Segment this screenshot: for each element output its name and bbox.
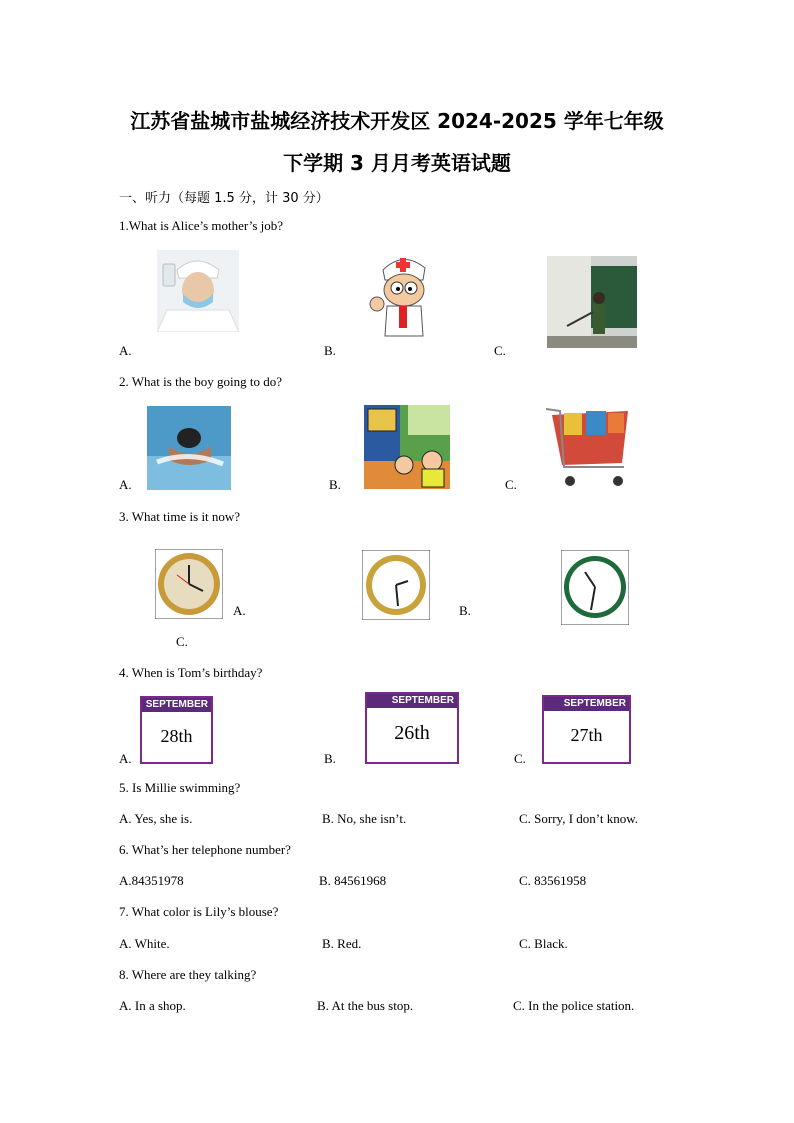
section-heading: 一、听力（每题 1.5 分，计 30 分） <box>119 191 329 206</box>
q5-option-b: B. No, she isn’t. <box>322 811 407 826</box>
calendar-28th <box>140 696 213 764</box>
q8-option-b: B. At the bus stop. <box>317 998 414 1013</box>
calendar-26th <box>365 692 459 764</box>
teacher-photo-icon <box>547 256 637 348</box>
q3-option-b: B. <box>459 603 471 618</box>
q5-option-c: C. Sorry, I don’t know. <box>519 811 639 826</box>
q4-option-a: A. <box>119 751 132 766</box>
question-5: 5. Is Millie swimming? <box>119 780 241 795</box>
calendar-day: 26th <box>394 722 430 744</box>
question-2: 2. What is the boy going to do? <box>119 374 282 389</box>
calendar-month: SEPTEMBER <box>142 698 211 712</box>
gold-ring-clock-icon <box>362 550 430 620</box>
q1-option-c: C. <box>494 343 506 358</box>
page-title: 江苏省盐城市盐城经济技术开发区 2024-2025 学年七年级 <box>130 109 664 133</box>
q2-option-a: A. <box>119 477 132 492</box>
q8-option-a: A. In a shop. <box>119 998 186 1013</box>
shopping-cart-photo-icon <box>542 405 638 491</box>
calendar-month: SEPTEMBER <box>544 697 629 711</box>
q2-option-b: B. <box>329 477 341 492</box>
q8-option-c: C. In the police station. <box>513 998 635 1013</box>
q5-option-a: A. Yes, she is. <box>119 811 193 826</box>
tv-cartoon-icon <box>364 405 450 489</box>
q6-option-a: A.84351978 <box>119 873 184 888</box>
gold-clock-icon <box>155 549 223 619</box>
question-3: 3. What time is it now? <box>119 509 241 524</box>
page-title-line2: 下学期 3 月月考英语试题 <box>283 151 511 175</box>
q7-option-c: C. Black. <box>519 936 568 951</box>
q7-option-a: A. White. <box>119 936 170 951</box>
q6-option-c: C. 83561958 <box>519 873 587 888</box>
green-clock-icon <box>561 550 629 625</box>
question-7: 7. What color is Lily’s blouse? <box>119 904 279 919</box>
q7-option-b: B. Red. <box>322 936 362 951</box>
q3-option-c: C. <box>176 634 188 649</box>
calendar-27th <box>542 695 631 764</box>
calendar-day: 27th <box>570 725 603 745</box>
q3-option-a: A. <box>233 603 246 618</box>
doctor-cartoon-icon <box>369 250 437 340</box>
q2-option-c: C. <box>505 477 517 492</box>
nurse-photo-icon <box>157 250 239 332</box>
q4-option-c: C. <box>514 751 526 766</box>
q1-option-a: A. <box>119 343 132 358</box>
q1-option-b: B. <box>324 343 336 358</box>
q6-option-b: B. 84561968 <box>319 873 387 888</box>
q4-option-b: B. <box>324 751 336 766</box>
calendar-day: 28th <box>160 726 193 746</box>
question-1: 1.What is Alice’s mother’s job? <box>119 218 284 233</box>
question-4: 4. When is Tom’s birthday? <box>119 665 263 680</box>
question-6: 6. What’s her telephone number? <box>119 842 291 857</box>
question-8: 8. Where are they talking? <box>119 967 257 982</box>
calendar-month: SEPTEMBER <box>367 694 457 708</box>
swimmer-photo-icon <box>147 406 231 490</box>
